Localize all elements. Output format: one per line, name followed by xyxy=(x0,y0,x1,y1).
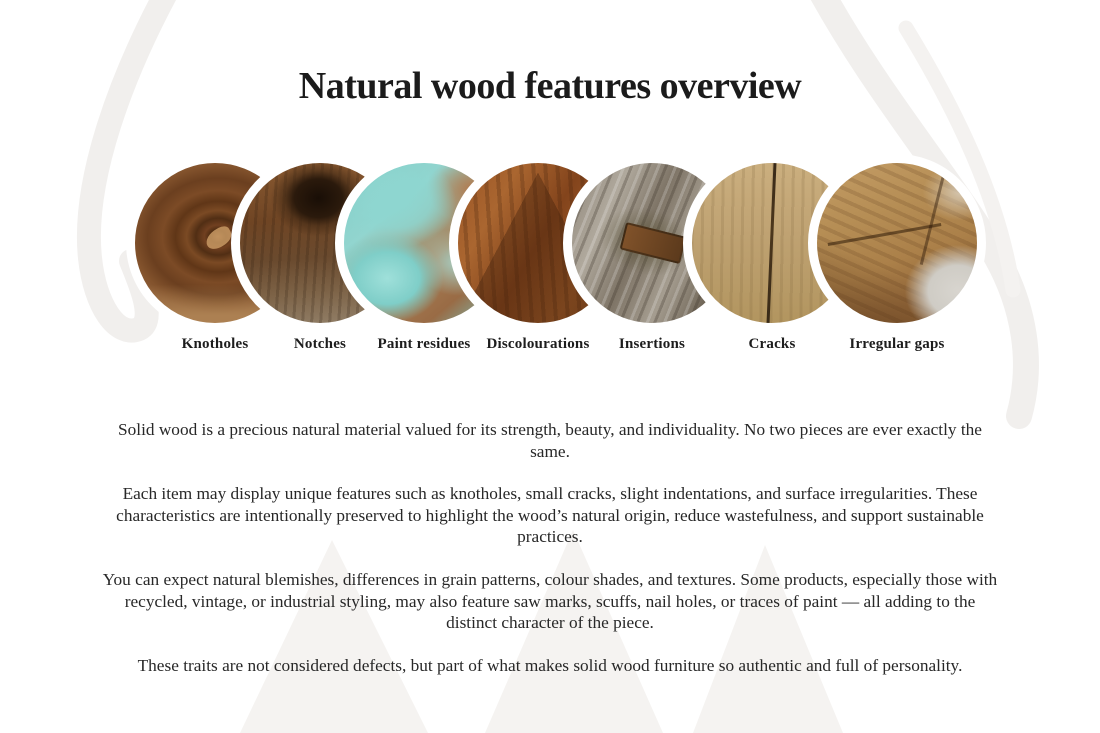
feature-label: Irregular gaps xyxy=(849,336,945,352)
description-paragraph: These traits are not considered defects, but part of what makes solid wood furniture so authentic and full of personality. xyxy=(137,655,963,675)
feature-label: Cracks xyxy=(748,336,796,352)
feature-image-irregular-gaps xyxy=(808,154,986,332)
feature-label: Discolourations xyxy=(486,336,590,352)
description-paragraph: Each item may display unique features such as knotholes, small cracks, slight indentations, and surface irregularities. These characteristics are intentionally preserved to highlight the wood’s natural origin, reduce wastefulness, and support sustainable practices. xyxy=(116,484,984,547)
feature-label: Insertions xyxy=(618,336,686,352)
feature-label: Paint residues xyxy=(377,336,471,352)
feature-item-irregular-gaps xyxy=(807,154,987,364)
description-paragraph: You can expect natural blemishes, differences in grain patterns, colour shades, and textures. Some products, especially those with recycled, vintage, or industrial styling, may also feature saw marks, scuffs, nail holes, or traces of paint — all adding to the distinct character of the piece. xyxy=(102,569,998,633)
description-section xyxy=(98,419,1003,676)
features-row xyxy=(0,154,1100,364)
page-title: Natural wood features overview xyxy=(298,65,802,107)
feature-label: Knotholes xyxy=(181,336,249,352)
description-paragraph: Solid wood is a precious natural material valued for its strength, beauty, and individuality. No two pieces are ever exactly the same. xyxy=(118,420,982,461)
feature-label: Notches xyxy=(293,336,347,352)
